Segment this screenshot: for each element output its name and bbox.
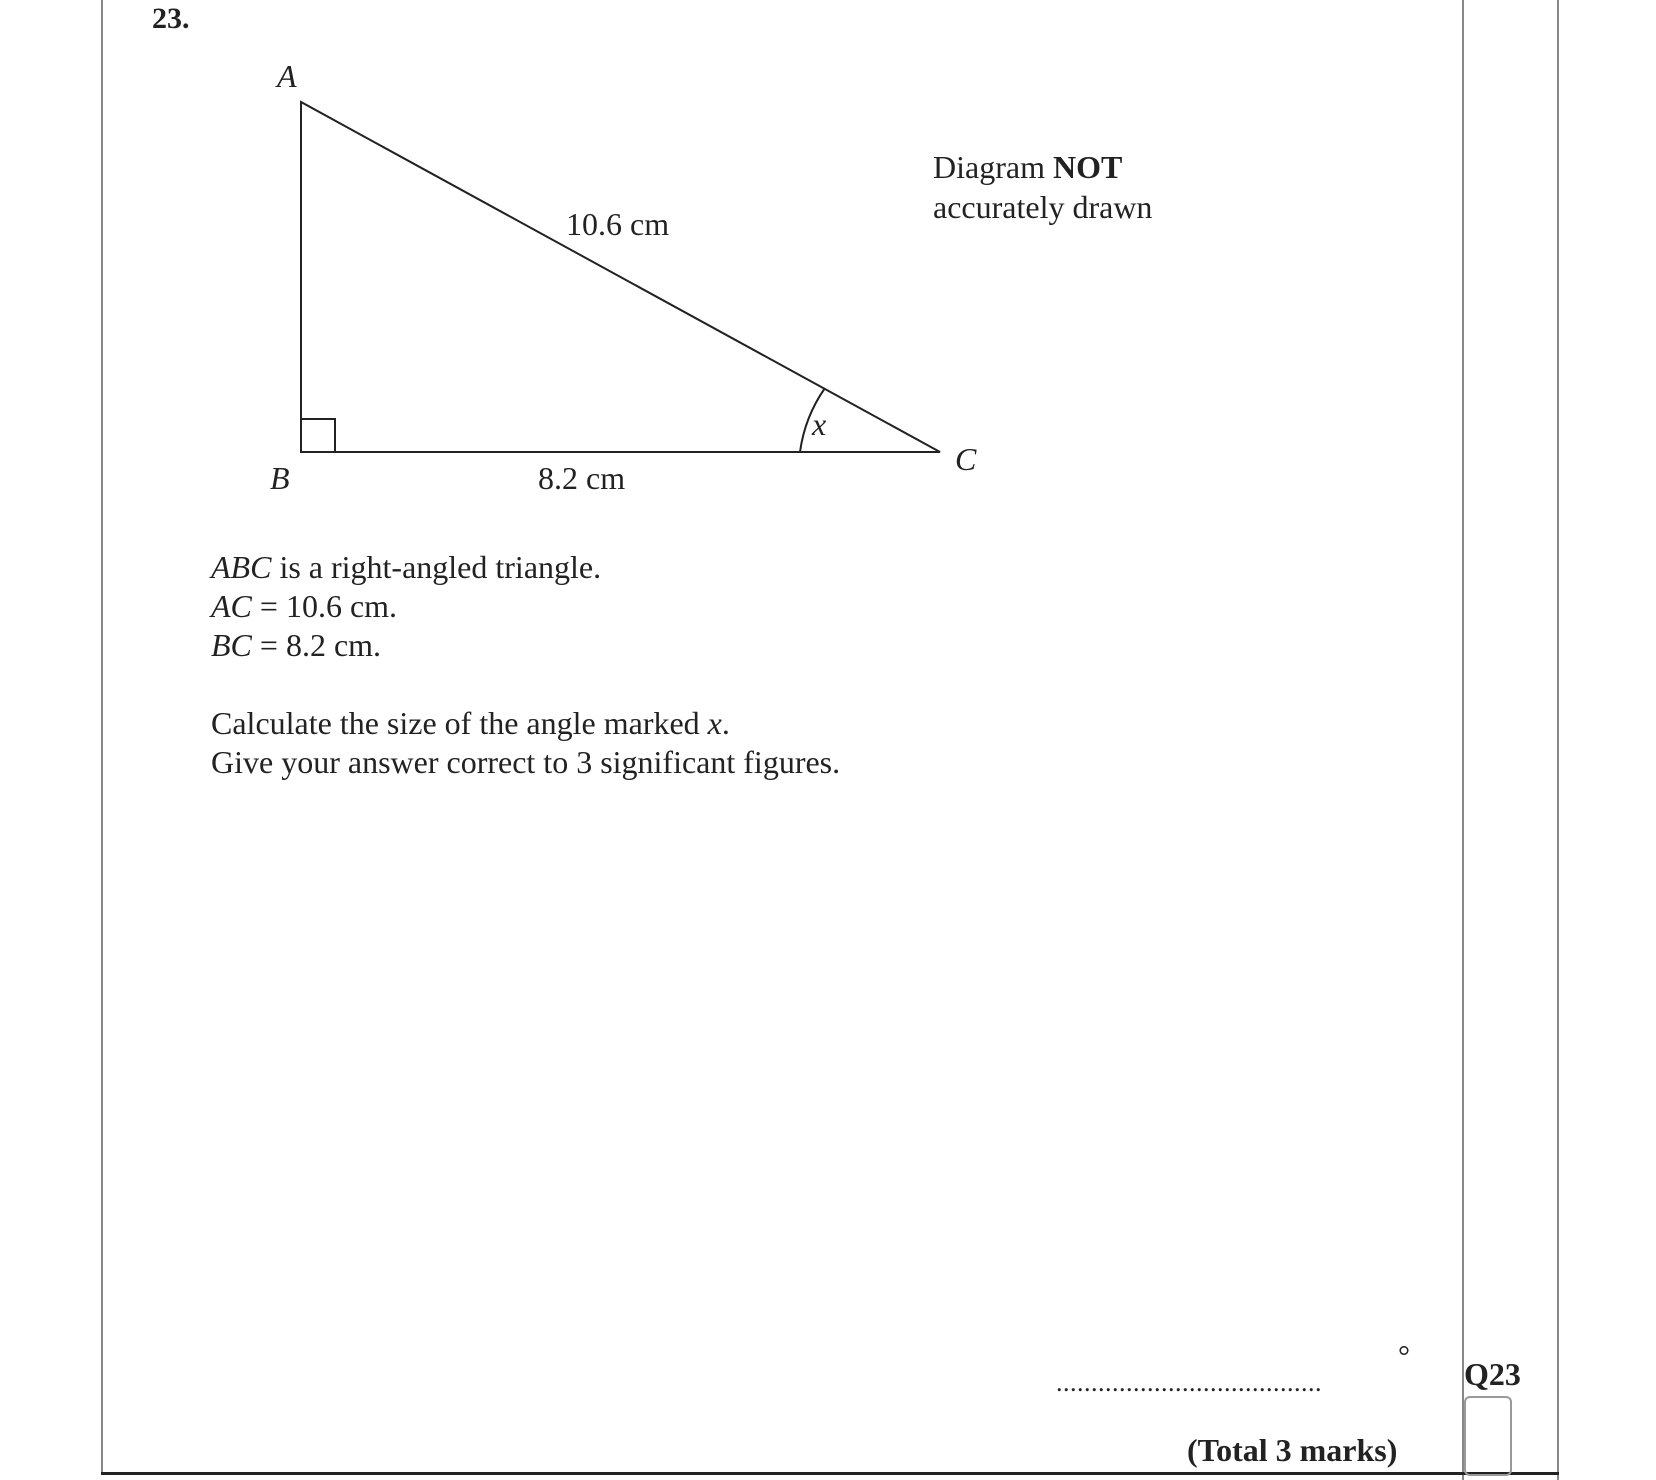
note-prefix: Diagram bbox=[933, 149, 1053, 185]
instruction-line-1: Calculate the size of the angle marked x. bbox=[211, 705, 730, 741]
question-margin-label: Q23 bbox=[1464, 1356, 1521, 1392]
total-marks: (Total 3 marks) bbox=[1187, 1432, 1398, 1468]
given-info bbox=[211, 548, 601, 665]
given-line-3: BC = 8.2 cm. bbox=[211, 627, 382, 663]
note-bold: NOT bbox=[1052, 149, 1123, 185]
vertex-a-label: A bbox=[277, 58, 297, 94]
angle-x-label: x bbox=[812, 406, 827, 442]
marks-box[interactable] bbox=[1464, 1396, 1512, 1476]
side-ac-label: 10.6 cm bbox=[566, 206, 670, 242]
triangle-abc bbox=[301, 102, 940, 452]
diagram-note bbox=[933, 147, 1152, 227]
answer-line[interactable]: ...................................... bbox=[1056, 1368, 1322, 1397]
vertex-b-label: B bbox=[270, 460, 290, 496]
instructions bbox=[211, 704, 840, 782]
given-line-1: ABC is a right-angled triangle. bbox=[211, 549, 602, 585]
side-bc-label: 8.2 cm bbox=[538, 460, 626, 496]
right-angle-marker bbox=[301, 419, 335, 452]
given-line-2: AC = 10.6 cm. bbox=[211, 588, 398, 624]
margin-outer-border bbox=[1557, 0, 1559, 1480]
instruction-line-2: Give your answer correct to 3 significant figures. bbox=[211, 744, 841, 780]
degree-symbol: ° bbox=[1398, 1340, 1410, 1373]
question-number: 23. bbox=[152, 2, 190, 35]
triangle-diagram bbox=[0, 0, 1000, 500]
note-line2: accurately drawn bbox=[933, 189, 1153, 225]
vertex-c-label: C bbox=[955, 441, 977, 477]
bottom-rule bbox=[101, 1472, 1559, 1475]
margin-inner-border bbox=[1462, 0, 1464, 1480]
